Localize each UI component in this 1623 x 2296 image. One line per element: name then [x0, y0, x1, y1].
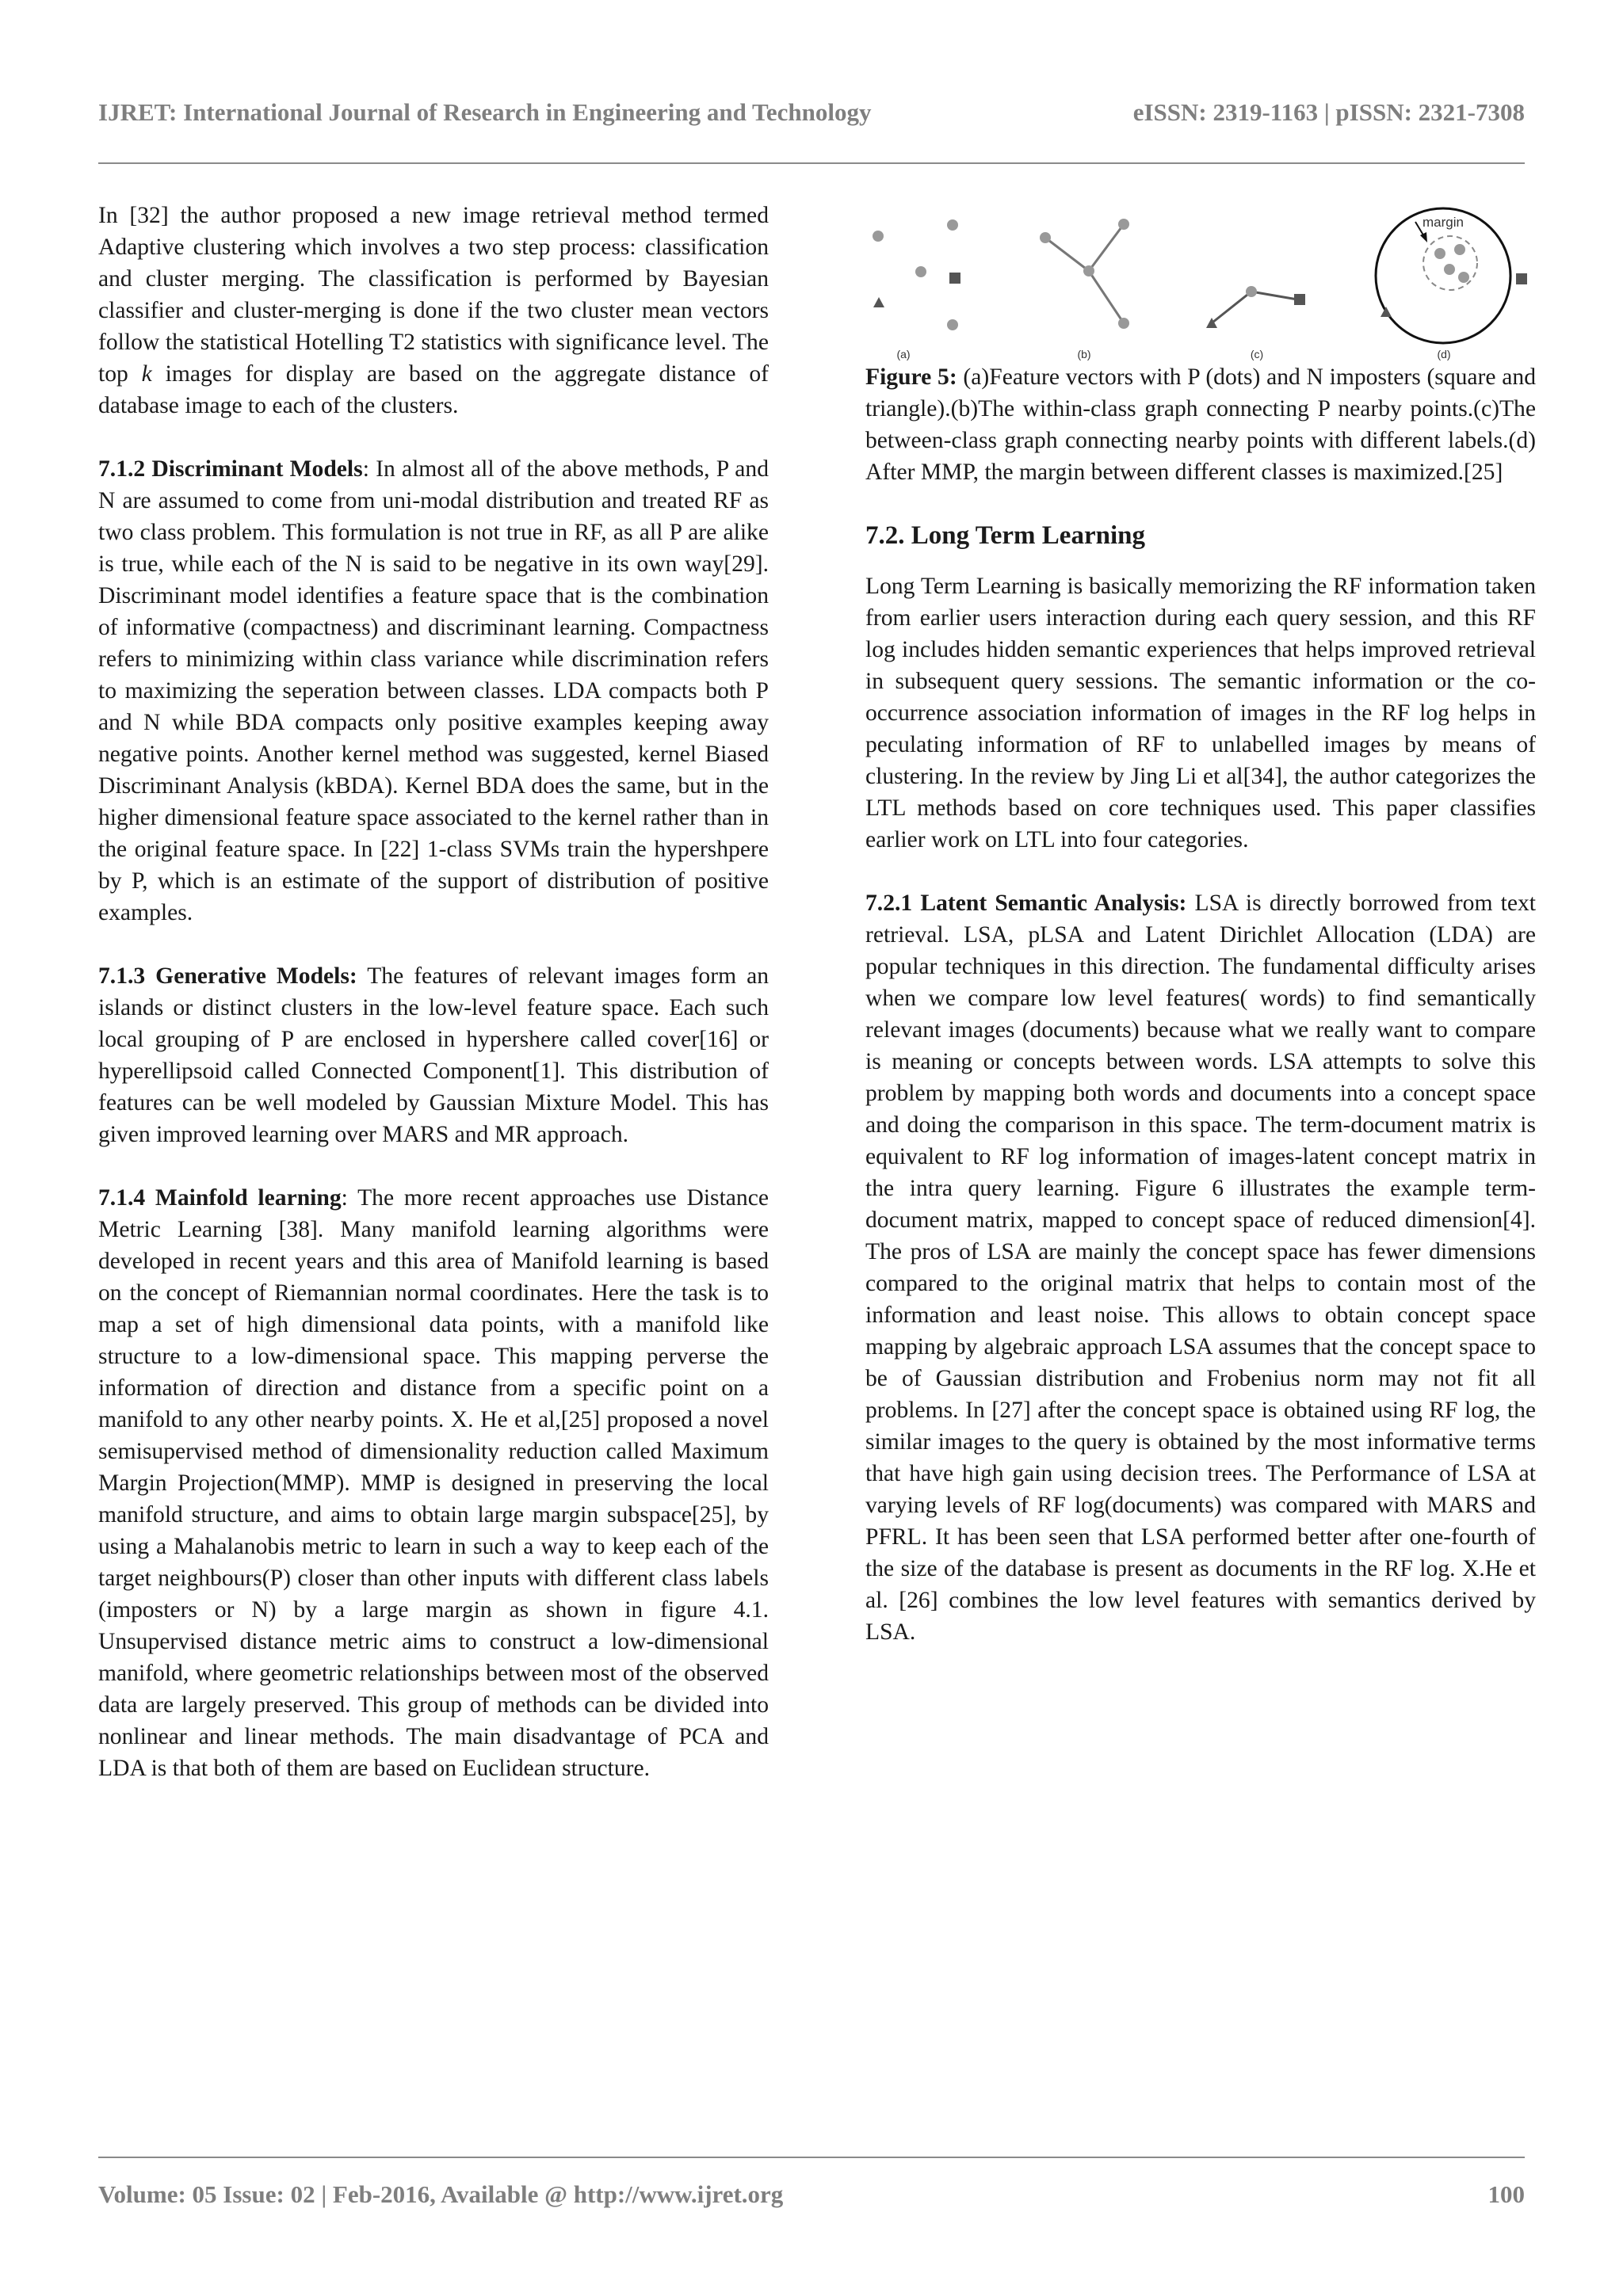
- subsection-heading: 7.1.4 Mainfold learning: [98, 1185, 342, 1211]
- panel-c: [1206, 286, 1305, 360]
- left-column: [98, 200, 769, 1784]
- subsection-heading: 7.1.2 Discriminant Models: [98, 456, 363, 482]
- panel-b-label: (b): [1077, 348, 1091, 360]
- p-point: [1040, 232, 1051, 243]
- p-point: [1118, 318, 1129, 329]
- n-square: [1294, 294, 1305, 305]
- issn-info: eISSN: 2319-1163 | pISSN: 2321-7308: [1132, 98, 1525, 126]
- panel-d: [1376, 208, 1527, 360]
- p-point: [1454, 244, 1465, 255]
- right-column: [865, 200, 1536, 1648]
- figure-5-diagram: [865, 206, 1536, 361]
- figure-5-caption: Figure 5: (a)Feature vectors with P (dots) and N imposters (square and triangle).(b)The within-class graph connecting P nearby points.(c)The between-class graph connecting nearby points with different labels.(d) After MMP, the margin between different classes is maximized.[25]: [865, 364, 1536, 485]
- n-square: [1516, 273, 1527, 284]
- panel-c-label: (c): [1250, 348, 1264, 360]
- paragraph-latent-semantic-analysis: 7.2.1 Latent Semantic Analysis: LSA is directly borrowed from text retrieval. LSA, pLSA and Latent Dirichlet Allocation (LDA) are popular techniques in this direction. The fundamental difficulty arises when we compare low level features( words) to find semantically relevant images (documents) because what we really want to compare is meaning or concepts between words. LSA attempts to solve this problem by mapping both words and documents into a concept space and doing the comparison in this space. The term-document matrix is equivalent to RF log information of images-latent concept matrix in the intra query learning. Figure 6 illustrates the example term-document matrix, mapped to concept space of reduced dimension[4]. The pros of LSA are mainly the concept space has fewer dimensions compared to the original matrix that helps to contain most of the information and least noise. This allows to obtain concept space mapping by algebraic approach LSA assumes that the concept space to be of Gaussian distribution and Frobenius norm may not fit all problems. In [27] after the concept space is obtained using RF log, the similar images to the query is obtained by the most informative terms that have high gain using decision trees. The Performance of LSA at varying levels of RF log(documents) was compared with MARS and PFRL. It has been seen that LSA performed better after one-fourth of the size of the database is present as documents in the RF log. X.He et al. [26] combines the low level features with semantics derived by LSA.: [865, 891, 1536, 1645]
- header-rule: [98, 162, 1525, 164]
- volume-info: Volume: 05 Issue: 02 | Feb-2016, Available @ http://www.ijret.org: [98, 2180, 784, 2208]
- paragraph-discriminant-models: 7.1.2 Discriminant Models: In almost all of the above methods, P and N are assumed to come from uni-modal distribution and treated RF as two class problem. This formulation is not true in RF, as all P are alike is true, while each of the N is said to be negative in its own way[29]. Discriminant model identifies a feature space that is the combination of informative (compactness) and discriminant learning. Compactness refers to minimizing within class variance while discrimination refers to maximizing the seperation between classes. LDA compacts both P and N while BDA compacts only positive examples keeping away negative points. Another kernel method was suggested, kernel Biased Discriminant Analysis (kBDA). Kernel BDA does the same, but in the higher dimensional feature space associated to the kernel rather than in the original feature space. In [22] 1-class SVMs train the hypershpere by P, which is an estimate of the support of distribution of positive examples.: [98, 456, 769, 925]
- p-point: [947, 319, 958, 330]
- p-point: [1458, 272, 1469, 283]
- p-point: [915, 266, 926, 277]
- inner-dashed-circle: [1423, 236, 1477, 290]
- page-footer: [98, 2180, 1525, 2209]
- figure-5: [865, 206, 1536, 361]
- panel-a: [873, 219, 960, 360]
- n-triangle: [873, 297, 884, 307]
- page-header: [98, 98, 1525, 127]
- section-title-long-term-learning: 7.2. Long Term Learning: [865, 521, 1145, 550]
- p-point: [1434, 248, 1445, 259]
- n-triangle: [1381, 307, 1392, 317]
- paragraph-long-term-learning: Long Term Learning is basically memorizing the RF information taken from earlier users interaction during each query session, and this RF log includes hidden semantic experiences that helps improved retrieval in subsequent query sessions. The semantic information or the co-occurrence association information of images in the RF log helps in peculating information of RF to unlabelled images by means of clustering. In the review by Jing Li et al[34], the author categorizes the LTL methods based on core techniques used. This paper classifies earlier work on LTL into four categories.: [865, 574, 1536, 852]
- p-point: [1444, 264, 1455, 275]
- panel-b: [1040, 219, 1129, 360]
- p-point: [947, 219, 958, 231]
- p-point: [1246, 286, 1257, 297]
- figure-caption-head: Figure 5:: [865, 364, 957, 390]
- margin-label: margin: [1423, 215, 1464, 230]
- subsection-heading: 7.1.3 Generative Models:: [98, 963, 357, 989]
- p-point: [873, 231, 884, 242]
- paragraph-adaptive-clustering: In [32] the author proposed a new image retrieval method termed Adaptive clustering which involves a two step process: classification and cluster merging. The classification is performed by Bayesian classifier and cluster-merging is done if the two cluster mean vectors follow the statistical Hotelling T2 statistics with significance level. The top k images for display are based on the aggregate distance of database image to each of the clusters.: [98, 203, 769, 418]
- n-square: [949, 273, 960, 284]
- journal-title: IJRET: International Journal of Research in Engineering and Technology: [98, 98, 872, 126]
- footer-rule: [98, 2157, 1525, 2158]
- p-point: [1118, 219, 1129, 230]
- paragraph-manifold-learning: 7.1.4 Mainfold learning: The more recent approaches use Distance Metric Learning [38]. Many manifold learning algorithms were developed in recent years and this area of Manifold learning is based on the concept of Riemannian normal coordinates. Here the task is to map a set of high dimensional data points, with a manifold like structure to a low-dimensional space. This mapping perverse the information of direction and distance from a specific point on a manifold to any other nearby points. X. He et al,[25] proposed a novel semisupervised method of dimensionality reduction called Maximum Margin Projection(MMP). MMP is designed in preserving the local manifold structure, and aims to obtain large margin subspace[25], by using a Mahalanobis metric to learn in such a way to keep each of the target neighbours(P) closer than other inputs with different class labels (imposters or N) by a large margin as shown in figure 4.1. Unsupervised distance metric aims to construct a low-dimensional manifold, where geometric relationships between most of the observed data are largely preserved. This group of methods can be divided into nonlinear and linear methods. The main disadvantage of PCA and LDA is that both of them are based on Euclidean structure.: [98, 1185, 769, 1781]
- subsection-heading: 7.2.1 Latent Semantic Analysis:: [865, 891, 1187, 916]
- page-number: 100: [1487, 2180, 1525, 2208]
- panel-d-label: (d): [1437, 348, 1451, 360]
- italic-k: k: [141, 361, 152, 387]
- panel-a-label: (a): [896, 348, 911, 360]
- p-point: [1083, 265, 1094, 277]
- paragraph-generative-models: 7.1.3 Generative Models: The features of relevant images form an islands or distinct clusters in the low-level feature space. Each such local grouping of P are enclosed in hypershere called cover[16] or hyperellipsoid called Connected Component[1]. This distribution of features can be well modeled by Gaussian Mixture Model. This has given improved learning over MARS and MR approach.: [98, 963, 769, 1147]
